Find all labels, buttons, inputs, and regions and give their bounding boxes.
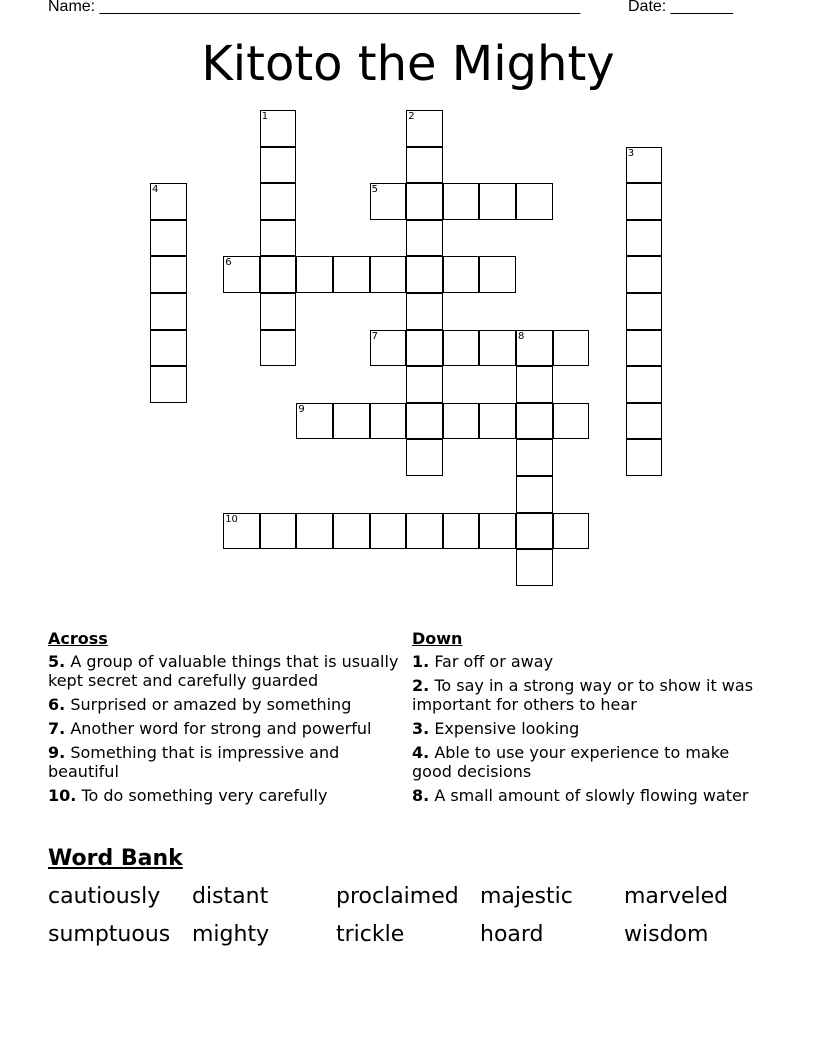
down-clue: [412, 786, 762, 805]
word-bank-word: marveled: [624, 884, 729, 909]
word-bank-word: hoard: [480, 922, 544, 947]
crossword-cell[interactable]: [516, 183, 553, 220]
crossword-cell[interactable]: [406, 147, 443, 184]
crossword-cell[interactable]: [406, 330, 443, 367]
crossword-cell[interactable]: [296, 513, 333, 550]
clue-text: A group of valuable things that is usually kept secret and carefully guarded: [48, 652, 399, 690]
crossword-cell[interactable]: [150, 330, 187, 367]
clue-text: To do something very carefully: [81, 786, 328, 805]
down-clue: [412, 676, 762, 714]
crossword-cell[interactable]: [260, 293, 297, 330]
clue-text: Expensive looking: [434, 719, 580, 738]
crossword-cell[interactable]: [626, 220, 663, 257]
crossword-cell[interactable]: [406, 183, 443, 220]
crossword-cell[interactable]: [150, 183, 187, 220]
across-clues: [48, 629, 406, 810]
down-clue: [412, 743, 762, 781]
crossword-cell[interactable]: [516, 549, 553, 586]
crossword-cell[interactable]: [626, 256, 663, 293]
crossword-cell[interactable]: [626, 147, 663, 184]
word-bank-word: wisdom: [624, 922, 709, 947]
crossword-cell[interactable]: [479, 256, 516, 293]
crossword-cell[interactable]: [406, 513, 443, 550]
word-bank-title: Word Bank: [48, 846, 183, 871]
clue-text: Another word for strong and powerful: [70, 719, 372, 738]
cell-number: 1: [261, 111, 269, 122]
crossword-cell[interactable]: [296, 403, 333, 440]
crossword-cell[interactable]: [406, 256, 443, 293]
clue-text: Able to use your experience to make good decisions: [412, 743, 730, 781]
crossword-cell[interactable]: [406, 439, 443, 476]
clue-number: 2.: [412, 676, 430, 695]
crossword-cell[interactable]: [443, 330, 480, 367]
crossword-cell[interactable]: [333, 403, 370, 440]
across-heading: Across: [48, 629, 108, 648]
crossword-cell[interactable]: [150, 293, 187, 330]
down-clue: [412, 719, 762, 738]
cell-number: 4: [152, 184, 159, 196]
page-title: Kitoto the Mighty: [201, 36, 615, 92]
crossword-cell[interactable]: [516, 366, 553, 403]
crossword-cell[interactable]: [260, 110, 297, 147]
across-clue: [48, 743, 406, 781]
crossword-cell[interactable]: [260, 220, 297, 257]
crossword-cell[interactable]: [406, 220, 443, 257]
crossword-cell[interactable]: [260, 256, 297, 293]
cell-number: 9: [298, 403, 305, 415]
crossword-cell[interactable]: [260, 147, 297, 184]
crossword-cell[interactable]: [479, 183, 516, 220]
clue-number: 3.: [412, 719, 430, 738]
cell-number: 3: [627, 147, 635, 159]
across-clue: [48, 719, 406, 738]
clue-number: 1.: [412, 652, 430, 671]
crossword-cell[interactable]: [553, 403, 590, 440]
crossword-cell[interactable]: [406, 403, 443, 440]
crossword-cell[interactable]: [260, 330, 297, 367]
crossword-cell[interactable]: [516, 439, 553, 476]
clue-number: 9.: [48, 743, 66, 762]
crossword-cell[interactable]: [406, 366, 443, 403]
crossword-cell[interactable]: [443, 256, 480, 293]
crossword-cell[interactable]: [479, 403, 516, 440]
crossword-cell[interactable]: [150, 366, 187, 403]
word-bank-word: majestic: [480, 884, 573, 909]
clue-number: 5.: [48, 652, 66, 671]
crossword-cell[interactable]: [516, 476, 553, 513]
name-field-label: Name: ______________________________________________________: [48, 0, 581, 15]
clue-text: Something that is impressive and beautiful: [48, 743, 340, 781]
crossword-cell[interactable]: [479, 330, 516, 367]
down-clues: [412, 629, 762, 810]
cell-number: 8: [518, 330, 525, 342]
crossword-cell[interactable]: [260, 513, 297, 550]
crossword-cell[interactable]: [370, 330, 407, 367]
across-clue: [48, 652, 406, 690]
clue-text: Far off or away: [434, 652, 554, 671]
across-clue: [48, 786, 406, 805]
crossword-cell[interactable]: [223, 256, 260, 293]
crossword-cell[interactable]: [516, 513, 553, 550]
crossword-cell[interactable]: [150, 256, 187, 293]
crossword-cell[interactable]: [516, 330, 553, 367]
crossword-cell[interactable]: [626, 330, 663, 367]
crossword-cell[interactable]: [479, 513, 516, 550]
word-bank-word: distant: [192, 884, 269, 909]
cell-number: 6: [225, 257, 232, 269]
crossword-cell[interactable]: [370, 403, 407, 440]
crossword-cell[interactable]: [406, 110, 443, 147]
clue-number: 7.: [48, 719, 66, 738]
clue-number: 10.: [48, 786, 77, 805]
crossword-cell[interactable]: [406, 293, 443, 330]
word-bank-word: mighty: [192, 922, 270, 947]
crossword-cell[interactable]: [333, 513, 370, 550]
crossword-cell[interactable]: [370, 513, 407, 550]
cell-number: 10: [225, 513, 238, 525]
crossword-cell[interactable]: [626, 439, 663, 476]
across-clue: [48, 695, 406, 714]
cell-number: 7: [371, 330, 378, 342]
clue-text: To say in a strong way or to show it was important for others to hear: [412, 676, 754, 714]
clue-text: Surprised or amazed by something: [70, 695, 352, 714]
crossword-cell[interactable]: [553, 330, 590, 367]
cell-number: 5: [371, 184, 378, 196]
clue-number: 6.: [48, 695, 66, 714]
crossword-cell[interactable]: [150, 220, 187, 257]
crossword-cell[interactable]: [333, 256, 370, 293]
word-bank-word: trickle: [336, 922, 405, 947]
crossword-cell[interactable]: [370, 183, 407, 220]
crossword-cell[interactable]: [516, 403, 553, 440]
crossword-cell[interactable]: [260, 183, 297, 220]
word-bank-word: cautiously: [48, 884, 161, 909]
crossword-cell[interactable]: [296, 256, 333, 293]
word-bank-word: sumptuous: [48, 922, 171, 947]
crossword-cell[interactable]: [443, 403, 480, 440]
cell-number: 2: [408, 111, 415, 122]
crossword-cell[interactable]: [223, 513, 260, 550]
crossword-cell[interactable]: [370, 256, 407, 293]
crossword-cell[interactable]: [626, 403, 663, 440]
crossword-cell[interactable]: [443, 513, 480, 550]
clue-text: A small amount of slowly flowing water: [434, 786, 749, 805]
clue-number: 4.: [412, 743, 430, 762]
word-bank-word: proclaimed: [336, 884, 459, 909]
crossword-cell[interactable]: [553, 513, 590, 550]
date-field-label: Date: _______: [628, 0, 733, 15]
crossword-cell[interactable]: [443, 183, 480, 220]
down-clue: [412, 652, 762, 671]
crossword-cell[interactable]: [626, 183, 663, 220]
crossword-cell[interactable]: [626, 366, 663, 403]
crossword-cell[interactable]: [626, 293, 663, 330]
down-heading: Down: [412, 629, 463, 648]
clue-number: 8.: [412, 786, 430, 805]
